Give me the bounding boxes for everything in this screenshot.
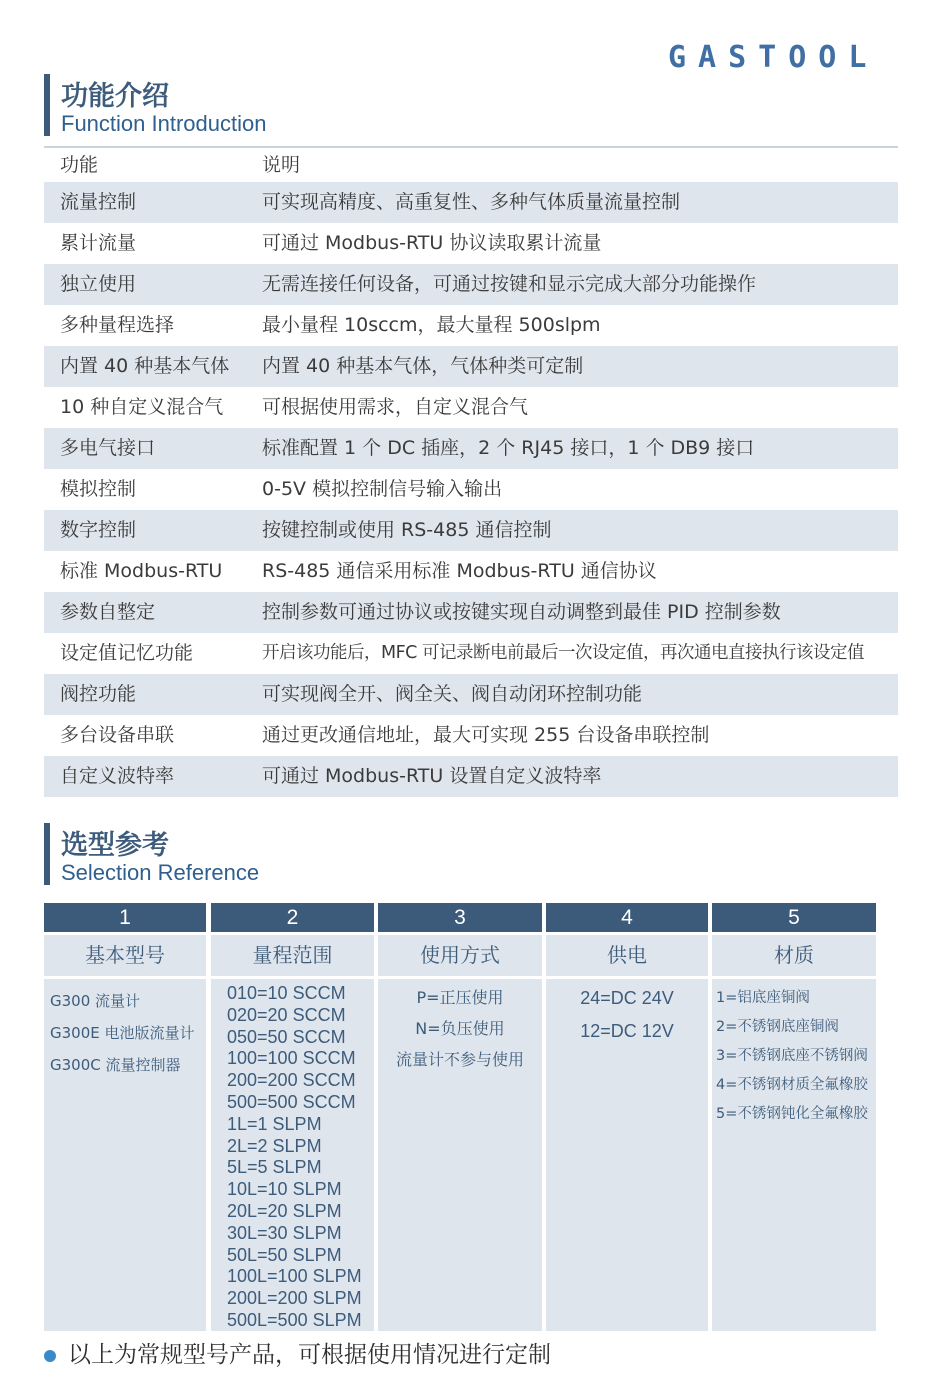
column-options	[546, 979, 708, 1331]
table-row	[44, 387, 898, 428]
table-row	[44, 551, 898, 592]
option-item: 200L=200 SLPM	[227, 1288, 362, 1309]
feature-description: 最小量程 10sccm，最大量程 500slpm	[262, 314, 601, 336]
option-item: 50L=50 SLPM	[227, 1244, 342, 1265]
feature-description: 开启该功能后，MFC 可记录断电前最后一次设定值，再次通电直接执行该设定值	[262, 643, 864, 663]
feature-description: 无需连接任何设备，可通过按键和显示完成大部分功能操作	[262, 273, 757, 295]
feature-description: 0-5V 模拟控制信号输入输出	[262, 478, 503, 500]
option-item: 2=不锈钢底座铜阀	[716, 1019, 839, 1035]
column-options	[378, 979, 542, 1331]
option-item: 500L=500 SLPM	[227, 1309, 362, 1330]
bullet-icon	[44, 1350, 56, 1362]
column-number: 3	[378, 903, 542, 932]
selection-column-power	[546, 903, 708, 1331]
feature-description: 可通过 Modbus-RTU 协议读取累计流量	[262, 232, 602, 254]
table-row	[44, 510, 898, 551]
option-item: 20L=20 SLPM	[227, 1200, 342, 1221]
section-title-zh: 选型参考	[61, 830, 169, 861]
option-item: 24=DC 24V	[580, 988, 674, 1008]
option-item: 200=200 SCCM	[227, 1070, 356, 1091]
feature-name: 标准 Modbus-RTU	[60, 560, 223, 582]
feature-name: 阀控功能	[60, 683, 137, 705]
feature-description: 可通过 Modbus-RTU 设置自定义波特率	[262, 765, 602, 787]
table-header-row	[44, 148, 898, 182]
column-title: 材质	[712, 935, 876, 976]
section-header-selection	[44, 823, 444, 885]
section-header-function	[44, 74, 444, 136]
section-accent-bar	[44, 823, 50, 885]
column-number: 1	[44, 903, 206, 932]
header-description: 说明	[262, 154, 301, 176]
column-options	[712, 979, 876, 1331]
option-item: 500=500 SCCM	[227, 1091, 356, 1112]
option-item: 30L=30 SLPM	[227, 1222, 342, 1243]
feature-name: 模拟控制	[60, 478, 137, 500]
feature-description: 内置 40 种基本气体，气体种类可定制	[262, 355, 584, 377]
table-row	[44, 715, 898, 756]
table-row	[44, 469, 898, 510]
section-accent-bar	[44, 74, 50, 136]
option-item: 10L=10 SLPM	[227, 1179, 342, 1200]
option-item: 010=10 SCCM	[227, 983, 346, 1003]
option-item: 12=DC 12V	[580, 1021, 674, 1041]
feature-name: 自定义波特率	[60, 765, 175, 787]
option-item: 4=不锈钢材质全氟橡胶	[716, 1077, 868, 1093]
feature-description: 标准配置 1 个 DC 插座，2 个 RJ45 接口，1 个 DB9 接口	[262, 437, 755, 459]
column-title: 基本型号	[44, 935, 206, 976]
column-options	[211, 979, 374, 1331]
section-title-en: Selection Reference	[61, 860, 260, 885]
table-row	[44, 674, 898, 715]
column-title: 使用方式	[378, 935, 542, 976]
brand-logo: GASTOOL	[668, 40, 879, 75]
selection-column-material	[712, 903, 876, 1331]
feature-name: 10 种自定义混合气	[60, 396, 224, 418]
feature-name: 多种量程选择	[60, 314, 175, 336]
feature-description: 可实现高精度、高重复性、多种气体质量流量控制	[262, 191, 681, 213]
option-item: G300 流量计	[50, 992, 141, 1010]
feature-name: 设定值记忆功能	[60, 642, 194, 664]
table-row	[44, 428, 898, 469]
option-item: G300E 电池版流量计	[50, 1024, 195, 1042]
table-row	[44, 264, 898, 305]
option-item: 5=不锈钢钝化全氟橡胶	[716, 1106, 868, 1122]
option-item: P=正压使用	[416, 988, 504, 1007]
column-title: 供电	[546, 935, 708, 976]
column-number: 2	[211, 903, 374, 932]
option-item: 1L=1 SLPM	[227, 1113, 322, 1134]
feature-name: 内置 40 种基本气体	[60, 355, 230, 377]
option-item: 2L=2 SLPM	[227, 1135, 322, 1156]
selection-column-usage	[378, 903, 542, 1331]
option-item: 5L=5 SLPM	[227, 1157, 322, 1178]
feature-description: 按键控制或使用 RS-485 通信控制	[262, 519, 552, 541]
table-row	[44, 346, 898, 387]
option-item: 100L=100 SLPM	[227, 1266, 362, 1287]
feature-description: RS-485 通信采用标准 Modbus-RTU 通信协议	[262, 560, 657, 582]
option-item: 100=100 SCCM	[227, 1048, 356, 1069]
table-row	[44, 756, 898, 797]
feature-name: 参数自整定	[60, 601, 156, 623]
feature-name: 独立使用	[60, 273, 137, 295]
function-table	[44, 148, 898, 797]
option-item: 流量计不参与使用	[395, 1050, 524, 1069]
column-title: 量程范围	[211, 935, 374, 976]
feature-name: 累计流量	[60, 232, 137, 254]
note-text: 以上为常规型号产品，可根据使用情况进行定制	[68, 1342, 551, 1368]
table-row	[44, 633, 898, 674]
header-feature: 功能	[60, 154, 99, 176]
feature-description: 可实现阀全开、阀全关、阀自动闭环控制功能	[262, 683, 643, 705]
feature-description: 可根据使用需求，自定义混合气	[262, 396, 529, 418]
option-item: N=负压使用	[415, 1019, 505, 1038]
table-row	[44, 592, 898, 633]
selection-column-model	[44, 903, 206, 1331]
table-row	[44, 223, 898, 264]
feature-name: 数字控制	[60, 519, 137, 541]
column-options	[44, 979, 206, 1331]
option-item: G300C 流量控制器	[50, 1056, 181, 1074]
table-row	[44, 182, 898, 223]
option-item: 3=不锈钢底座不锈钢阀	[716, 1048, 868, 1064]
feature-name: 多电气接口	[60, 437, 156, 459]
feature-name: 流量控制	[60, 191, 137, 213]
option-item: 1=铝底座铜阀	[716, 990, 810, 1006]
section-title-en: Function Introduction	[61, 111, 267, 136]
feature-description: 控制参数可通过协议或按键实现自动调整到最佳 PID 控制参数	[262, 601, 781, 623]
selection-column-range	[211, 903, 374, 1331]
table-row	[44, 305, 898, 346]
feature-description: 通过更改通信地址，最大可实现 255 台设备串联控制	[262, 724, 710, 746]
section-title-zh: 功能介绍	[61, 81, 169, 112]
option-item: 020=20 SCCM	[227, 1004, 346, 1025]
column-number: 5	[712, 903, 876, 932]
option-item: 050=50 SCCM	[227, 1026, 346, 1047]
column-number: 4	[546, 903, 708, 932]
feature-name: 多台设备串联	[60, 724, 175, 746]
